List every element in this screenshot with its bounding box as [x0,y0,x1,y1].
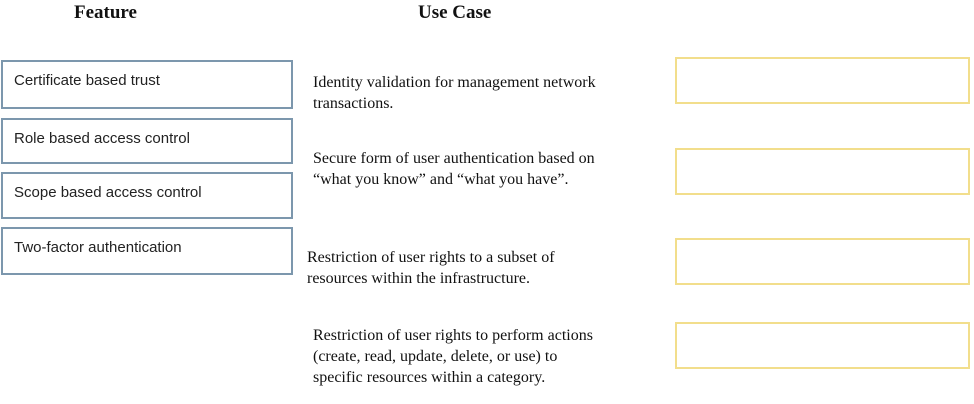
use-case-column-header: Use Case [418,2,492,23]
use-case-line: “what you know” and “what you have”. [313,171,569,188]
use-case-line: Restriction of user rights to perform actions [313,327,593,344]
use-case-identity-validation [313,72,596,114]
feature-item-certificate-based-trust[interactable] [1,60,293,109]
answer-drop-target-3[interactable] [675,238,970,285]
use-case-subset-resources [307,247,555,289]
feature-item-label: Role based access control [14,130,190,147]
use-case-line: Secure form of user authentication based on [313,150,595,167]
answer-drop-target-4[interactable] [675,322,970,369]
use-case-line: transactions. [313,95,394,112]
use-case-line: resources within the infrastructure. [307,270,531,287]
use-case-two-factor [313,148,595,190]
feature-item-scope-based-access-control[interactable] [1,172,293,219]
use-case-actions-resources [313,325,593,388]
feature-item-role-based-access-control[interactable] [1,118,293,164]
use-case-line: (create, read, update, delete, or use) to [313,348,558,365]
answer-drop-target-1[interactable] [675,57,970,104]
use-case-line: specific resources within a category. [313,369,546,386]
answer-drop-target-2[interactable] [675,148,970,195]
feature-column-header: Feature [74,2,137,23]
use-case-line: Restriction of user rights to a subset of [307,249,555,266]
feature-item-label: Certificate based trust [14,72,160,89]
feature-item-label: Two-factor authentication [14,239,182,256]
feature-item-label: Scope based access control [14,184,202,201]
feature-item-two-factor-authentication[interactable] [1,227,293,275]
use-case-line: Identity validation for management network [313,74,596,91]
